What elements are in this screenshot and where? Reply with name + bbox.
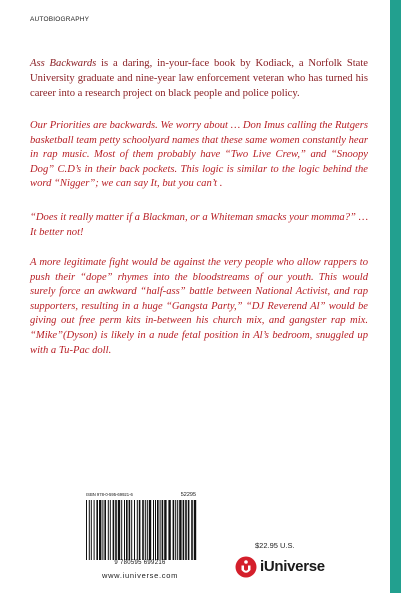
publisher-website: www.iuniverse.com [101,571,179,580]
category-label: AUTOBIOGRAPHY [30,16,90,23]
barcode-bars [83,500,197,560]
publisher-logo [235,556,345,580]
iuniverse-logo-icon [235,556,257,578]
isbn-number: ISBN 978-0-595-69921-6 [86,492,133,497]
isbn-barcode [83,492,197,584]
intro-text: is a daring, in-your-face book by Kodiack, a Norfolk State University graduate and nine-year law enforcement veteran who has turned his career into a research project on black people and police policy. [30,58,368,99]
barcode-digits: 9 780595 699216 [114,560,166,566]
publisher-name: iUniverse [260,558,325,575]
book-title: Ass Backwards [30,58,97,69]
book-price: $22.95 U.S. [255,541,295,550]
blurb-paragraph-3: A more legitimate fight would be against the very people who allow rappers to push their “dope” rhymes into the bloodstreams of our youth. This would surely force an awkward “half-ass” battle between National Activist, and rap supporters, resulting in a huge “Gangsta Party,” “DJ Reverend Al” would be giving out free perm kits in-between his church mix, and gangster rap mix. “Mike”(Dyson) is likely in a nude fetal position in Al’s bedroom, snuggled up with a Tu-Pac doll. [30,257,368,356]
book-intro [30,57,368,101]
blurb-paragraph-1: Our Priorities are backwards. We worry about … Don Imus calling the Rutgers basketball team petty schoolyard names that these same women constantly hear in rap music. Most of them probably have “Two Live Crew,” and “Snoopy Dog” C.D’s in their back pockets. This logic is similar to the logic behind the word “Nigger”; we can say It, but you can’t . [30,120,368,190]
price-code: 52295 [180,492,196,498]
spine-stripe [390,0,401,593]
blurb-paragraph-2: “Does it really matter if a Blackman, or a Whiteman smacks your momma?” … It better not! [30,212,368,238]
